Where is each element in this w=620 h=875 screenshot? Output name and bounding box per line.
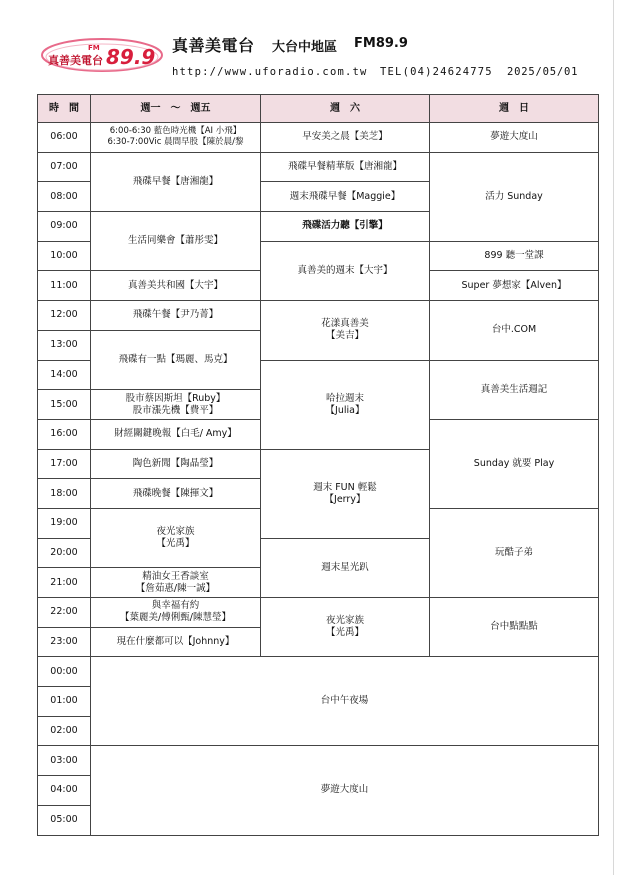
program-line: 【詹茹惠/陳一誠】 xyxy=(135,582,216,594)
station-logo xyxy=(40,36,165,74)
program-line: 夜光家族 xyxy=(156,526,195,538)
table-row xyxy=(38,123,599,153)
time-cell: 00:00 xyxy=(38,657,91,687)
program-cell xyxy=(261,301,430,360)
program-cell: 現在什麼都可以【Johnny】 xyxy=(91,627,261,657)
program-cell: 陶色新聞【陶晶瑩】 xyxy=(91,449,261,479)
program-cell: 週末飛碟早餐【Maggie】 xyxy=(261,182,430,212)
table-row xyxy=(38,657,599,687)
program-line: 精油女王香談室 xyxy=(142,570,209,582)
program-cell: 飛碟早餐精華版【唐湘龍】 xyxy=(261,152,430,182)
telephone: TEL(04)24624775 xyxy=(380,66,493,78)
program-line: 夜光家族 xyxy=(325,615,364,627)
logo-name-text: 真善美電台 xyxy=(48,54,103,67)
time-cell: 23:00 xyxy=(38,627,91,657)
program-line: 【美吉】 xyxy=(325,330,364,342)
time-cell: 22:00 xyxy=(38,598,91,628)
program-cell: Sunday 就要 Play xyxy=(430,419,599,508)
program-cell: 台中點點點 xyxy=(430,598,599,657)
program-line: 哈拉週末 xyxy=(325,392,364,404)
program-cell: 玩酷子弟 xyxy=(430,508,599,597)
header-weekday: 週一 ～ 週五 xyxy=(91,95,261,123)
time-cell: 21:00 xyxy=(38,568,91,598)
program-cell: 真善美生活週記 xyxy=(430,360,599,419)
program-line: 6:30-7:00Vic 晨間早股【陳於晨/黎 xyxy=(107,137,244,148)
time-cell: 13:00 xyxy=(38,330,91,360)
table-row xyxy=(38,598,599,628)
logo-frequency-text: 89.9 xyxy=(106,45,156,69)
program-cell: 夢遊大度山 xyxy=(430,123,599,153)
time-cell: 17:00 xyxy=(38,449,91,479)
program-line: 【Julia】 xyxy=(325,404,365,416)
program-cell: 財經關鍵晚報【白毛/ Amy】 xyxy=(91,419,261,449)
time-cell: 15:00 xyxy=(38,390,91,420)
program-cell xyxy=(91,390,261,420)
program-cell: 899 聽一堂課 xyxy=(430,241,599,271)
header-row xyxy=(38,95,599,123)
program-line: 【葉麗美/傅俐甄/陳慧瑩】 xyxy=(120,612,231,624)
website-link[interactable]: http://www.uforadio.com.tw xyxy=(172,66,368,78)
time-cell: 09:00 xyxy=(38,212,91,242)
time-cell: 05:00 xyxy=(38,805,91,835)
program-cell: 真善美共和國【大宇】 xyxy=(91,271,261,301)
table-row xyxy=(38,301,599,331)
program-cell: 飛碟早餐【唐湘龍】 xyxy=(91,152,261,211)
time-cell: 16:00 xyxy=(38,419,91,449)
program-cell: 飛碟活力聽【引擎】 xyxy=(261,212,430,242)
time-cell: 04:00 xyxy=(38,776,91,806)
time-cell: 08:00 xyxy=(38,182,91,212)
program-line: 股市漲先機【費平】 xyxy=(132,404,219,416)
program-cell: 台中.COM xyxy=(430,301,599,360)
time-cell: 06:00 xyxy=(38,123,91,153)
program-cell: 飛碟晚餐【陳揮文】 xyxy=(91,479,261,509)
program-cell: 週末星光趴 xyxy=(261,538,430,597)
program-cell xyxy=(261,360,430,449)
schedule-date: 2025/05/01 xyxy=(507,66,579,78)
program-cell: 真善美的週末【大宇】 xyxy=(261,241,430,300)
table-row xyxy=(38,152,599,182)
table-row xyxy=(38,746,599,776)
program-cell: 飛碟午餐【尹乃菁】 xyxy=(91,301,261,331)
time-cell: 18:00 xyxy=(38,479,91,509)
program-cell: 生活同樂會【蕭彤雯】 xyxy=(91,212,261,271)
station-name: 真善美電台 xyxy=(172,36,255,55)
program-line: 花漾真善美 xyxy=(321,318,369,330)
time-cell: 12:00 xyxy=(38,301,91,331)
header-time: 時 間 xyxy=(38,95,91,123)
time-cell: 01:00 xyxy=(38,687,91,717)
program-schedule-table xyxy=(37,94,599,836)
program-cell xyxy=(261,598,430,657)
program-line: 【光禹】 xyxy=(325,627,364,639)
station-region: 大台中地區 xyxy=(272,40,338,55)
program-cell: 飛碟有一點【瑪麗、馬克】 xyxy=(91,330,261,389)
time-cell: 20:00 xyxy=(38,538,91,568)
logo-fm-text: FM xyxy=(88,44,100,52)
time-cell: 02:00 xyxy=(38,716,91,746)
program-line: 週末 FUN 輕鬆 xyxy=(313,481,377,493)
time-cell: 07:00 xyxy=(38,152,91,182)
time-cell: 10:00 xyxy=(38,241,91,271)
program-cell xyxy=(91,568,261,598)
program-line: 6:00-6:30 藍色時光機【AI 小飛】 xyxy=(109,126,242,137)
program-line: 【Jerry】 xyxy=(324,493,366,505)
program-cell xyxy=(261,449,430,538)
time-cell: 19:00 xyxy=(38,508,91,538)
program-line: 與幸福有約 xyxy=(151,600,200,612)
page-header xyxy=(0,0,620,90)
program-line: 【光禹】 xyxy=(156,538,195,550)
program-cell xyxy=(91,508,261,567)
header-sunday: 週 日 xyxy=(430,95,599,123)
program-cell: 台中午夜場 xyxy=(91,657,599,746)
program-line: 股市蔡因斯坦【Ruby】 xyxy=(125,392,226,404)
time-cell: 11:00 xyxy=(38,271,91,301)
program-cell xyxy=(91,123,261,153)
program-cell: 早安美之晨【美芝】 xyxy=(261,123,430,153)
time-cell: 14:00 xyxy=(38,360,91,390)
program-cell: Super 夢想家【Alven】 xyxy=(430,271,599,301)
time-cell: 03:00 xyxy=(38,746,91,776)
station-frequency: FM89.9 xyxy=(354,36,408,51)
program-cell: 夢遊大度山 xyxy=(91,746,599,835)
page-edge xyxy=(613,0,614,875)
header-saturday: 週 六 xyxy=(261,95,430,123)
program-cell xyxy=(91,598,261,628)
program-cell: 活力 Sunday xyxy=(430,152,599,241)
